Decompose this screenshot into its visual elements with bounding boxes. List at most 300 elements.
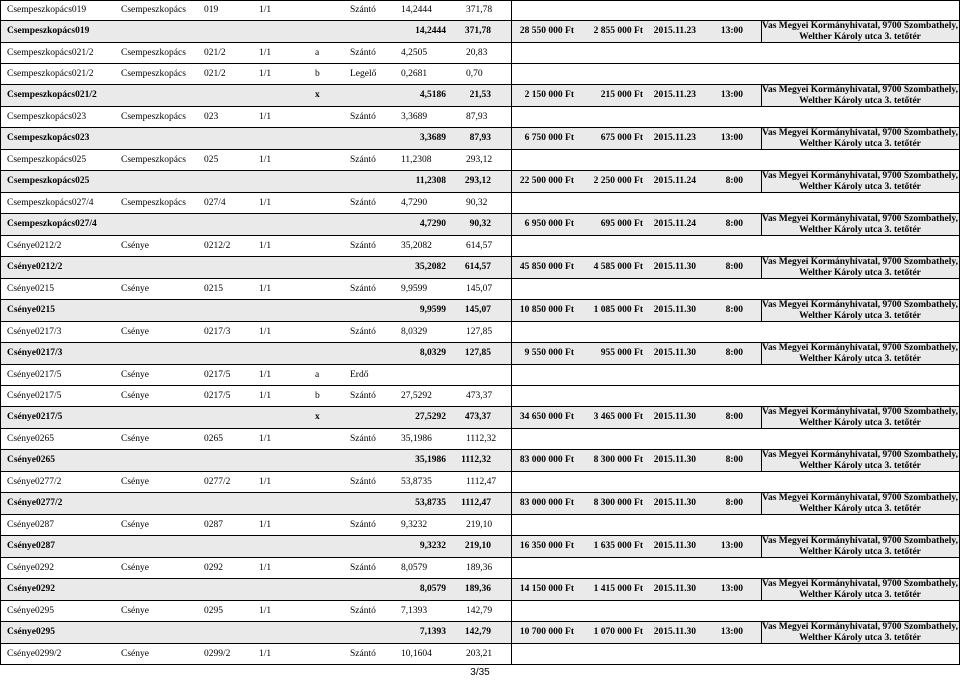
cell-area: 7,1393 xyxy=(419,627,446,638)
cell-lot-number: 021/2 xyxy=(204,47,226,58)
cell-deposit: 8 300 000 Ft xyxy=(593,498,643,509)
cell-land-use: Erdő xyxy=(350,369,369,380)
cell-parcel-id: Csénye0265 xyxy=(7,455,56,466)
cell-area: 53,8735 xyxy=(415,498,446,509)
cell-lot-number: 025 xyxy=(204,154,219,165)
cell-starting-price: 9 550 000 Ft xyxy=(524,348,574,359)
cell-auction-date: 2015.11.30 xyxy=(653,584,696,595)
page-number: 3/35 xyxy=(470,667,490,678)
cell-settlement: Csénye xyxy=(121,369,149,380)
parcel-row xyxy=(0,558,960,579)
column-divider xyxy=(511,107,512,127)
auction-venue xyxy=(761,300,959,321)
cell-auction-time: 8:00 xyxy=(725,219,743,230)
cell-parcel-id: Csénye0295 xyxy=(7,627,56,638)
cell-gold-crown: 189,36 xyxy=(466,562,493,573)
parcel-row xyxy=(0,472,960,493)
cell-starting-price: 34 650 000 Ft xyxy=(519,412,574,423)
column-divider xyxy=(511,450,512,471)
cell-multi-flag xyxy=(315,493,335,514)
column-divider xyxy=(511,193,512,213)
venue-line-2: Welther Károly utca 3. tetőtér xyxy=(799,353,921,364)
summary-row xyxy=(0,171,960,193)
cell-starting-price: 10 850 000 Ft xyxy=(519,305,574,316)
cell-parcel-id: Csempeszkopács021/2 xyxy=(7,68,94,79)
cell-subdivision xyxy=(315,644,335,664)
cell-area: 7,1393 xyxy=(401,605,428,616)
cell-deposit: 1 635 000 Ft xyxy=(593,541,643,552)
cell-parcel-id: Csempeszkopács021/2 xyxy=(7,47,94,58)
cell-area: 35,1986 xyxy=(415,455,446,466)
parcel-row xyxy=(0,64,960,85)
cell-gold-crown: 1112,32 xyxy=(466,433,497,444)
cell-gold-crown: 0,70 xyxy=(466,68,483,79)
cell-area: 3,3689 xyxy=(401,111,428,122)
cell-parcel-id: Csénye0287 xyxy=(7,519,54,530)
summary-row xyxy=(0,300,960,322)
cell-gold-crown: 142,79 xyxy=(466,605,493,616)
cell-ownership-share: 1/1 xyxy=(259,154,272,165)
cell-gold-crown: 371,78 xyxy=(464,26,491,37)
cell-ownership-share: 1/1 xyxy=(259,562,272,573)
cell-parcel-id: Csénye0215 xyxy=(7,305,56,316)
cell-subdivision xyxy=(315,1,335,20)
cell-area: 9,9599 xyxy=(401,283,428,294)
cell-gold-crown: 90,32 xyxy=(466,197,488,208)
parcel-row xyxy=(0,236,960,257)
cell-gold-crown: 145,07 xyxy=(464,305,491,316)
cell-deposit: 4 585 000 Ft xyxy=(593,262,643,273)
cell-gold-crown: 1112,32 xyxy=(461,455,491,466)
cell-gold-crown: 87,93 xyxy=(469,133,491,144)
cell-area: 35,1986 xyxy=(401,433,432,444)
summary-row xyxy=(0,128,960,150)
cell-parcel-id: Csempeszkopács025 xyxy=(7,154,87,165)
cell-land-use: Szántó xyxy=(350,154,376,165)
cell-auction-date: 2015.11.30 xyxy=(653,348,696,359)
column-divider xyxy=(511,644,512,664)
cell-multi-flag xyxy=(315,343,335,364)
cell-land-use: Szántó xyxy=(350,326,376,337)
cell-gold-crown: 87,93 xyxy=(466,111,488,122)
parcel-row xyxy=(0,150,960,171)
cell-lot-number: 027/4 xyxy=(204,197,226,208)
cell-land-use: Szántó xyxy=(350,240,376,251)
cell-parcel-id: Csempeszkopács027/4 xyxy=(7,197,94,208)
column-divider xyxy=(511,622,512,643)
auction-venue xyxy=(761,128,959,149)
cell-auction-date: 2015.11.30 xyxy=(653,412,696,423)
venue-line-2: Welther Károly utca 3. tetőtér xyxy=(799,546,921,557)
summary-row xyxy=(0,85,960,107)
cell-area: 11,2308 xyxy=(401,154,432,165)
auction-venue xyxy=(761,85,959,106)
cell-ownership-share: 1/1 xyxy=(259,476,272,487)
cell-auction-time: 13:00 xyxy=(720,90,743,101)
cell-ownership-share: 1/1 xyxy=(259,605,272,616)
cell-subdivision xyxy=(315,279,335,299)
column-divider xyxy=(511,472,512,492)
cell-area: 9,9599 xyxy=(419,305,446,316)
cell-ownership-share: 1/1 xyxy=(259,519,272,530)
cell-gold-crown: 371,78 xyxy=(466,5,493,16)
cell-gold-crown: 614,57 xyxy=(466,240,493,251)
column-divider xyxy=(511,343,512,364)
cell-deposit: 955 000 Ft xyxy=(600,348,643,359)
column-divider xyxy=(511,43,512,63)
auction-venue xyxy=(761,622,959,643)
venue-line-2: Welther Károly utca 3. tetőtér xyxy=(799,95,921,106)
cell-settlement: Csempeszkopács xyxy=(121,197,186,208)
column-divider xyxy=(511,150,512,170)
summary-row xyxy=(0,622,960,644)
cell-settlement: Csénye xyxy=(121,562,149,573)
cell-parcel-id: Csénye0265 xyxy=(7,433,54,444)
cell-deposit: 675 000 Ft xyxy=(600,133,643,144)
cell-ownership-share: 1/1 xyxy=(259,68,272,79)
cell-area: 27,5292 xyxy=(415,412,446,423)
venue-line-2: Welther Károly utca 3. tetőtér xyxy=(799,138,921,149)
cell-parcel-id: Csénye0212/2 xyxy=(7,240,62,251)
cell-parcel-id: Csénye0292 xyxy=(7,584,56,595)
parcel-row xyxy=(0,107,960,128)
cell-area: 8,0329 xyxy=(401,326,428,337)
column-divider xyxy=(511,493,512,514)
cell-starting-price: 45 850 000 Ft xyxy=(519,262,574,273)
cell-deposit: 1 415 000 Ft xyxy=(593,584,643,595)
cell-auction-date: 2015.11.24 xyxy=(653,176,696,187)
venue-line-1: Vas Megyei Kormányhivatal, 9700 Szombathely, xyxy=(762,84,958,95)
cell-area: 9,3232 xyxy=(401,519,428,530)
cell-land-use: Szántó xyxy=(350,476,376,487)
cell-auction-date: 2015.11.23 xyxy=(653,26,696,37)
cell-land-use: Szántó xyxy=(350,197,376,208)
cell-land-use: Szántó xyxy=(350,519,376,530)
auction-venue xyxy=(761,536,959,557)
auction-venue xyxy=(761,257,959,278)
venue-line-1: Vas Megyei Kormányhivatal, 9700 Szombathely, xyxy=(762,449,958,460)
cell-auction-date: 2015.11.30 xyxy=(653,455,696,466)
venue-line-2: Welther Károly utca 3. tetőtér xyxy=(799,632,921,643)
cell-gold-crown: 1112,47 xyxy=(466,476,497,487)
cell-settlement: Csempeszkopács xyxy=(121,68,186,79)
cell-lot-number: 0217/3 xyxy=(204,326,231,337)
parcel-row xyxy=(0,386,960,407)
cell-ownership-share: 1/1 xyxy=(259,390,272,401)
cell-deposit: 695 000 Ft xyxy=(600,219,643,230)
cell-parcel-id: Csempeszkopács023 xyxy=(7,111,87,122)
cell-parcel-id: Csempeszkopács019 xyxy=(7,5,87,16)
cell-gold-crown xyxy=(466,365,511,385)
cell-auction-date: 2015.11.23 xyxy=(653,133,696,144)
cell-subdivision xyxy=(315,601,335,621)
cell-settlement: Csénye xyxy=(121,476,149,487)
venue-line-2: Welther Károly utca 3. tetőtér xyxy=(799,460,921,471)
cell-subdivision: a xyxy=(315,47,320,58)
auction-venue xyxy=(761,21,959,42)
venue-line-1: Vas Megyei Kormányhivatal, 9700 Szombathely, xyxy=(762,20,958,31)
cell-auction-date: 2015.11.23 xyxy=(653,90,696,101)
cell-gold-crown: 293,12 xyxy=(464,176,491,187)
cell-lot-number: 0217/5 xyxy=(204,369,231,380)
cell-ownership-share: 1/1 xyxy=(259,648,272,659)
cell-lot-number: 0295 xyxy=(204,605,223,616)
cell-deposit: 1 085 000 Ft xyxy=(593,305,643,316)
summary-row xyxy=(0,579,960,601)
column-divider xyxy=(511,407,512,428)
parcel-row xyxy=(0,644,960,665)
column-divider xyxy=(511,171,512,192)
cell-subdivision xyxy=(315,558,335,578)
cell-land-use: Szántó xyxy=(350,605,376,616)
cell-area: 11,2308 xyxy=(415,176,446,187)
cell-starting-price: 16 350 000 Ft xyxy=(519,541,574,552)
cell-parcel-id: Csénye0287 xyxy=(7,541,56,552)
parcel-row xyxy=(0,365,960,386)
column-divider xyxy=(511,128,512,149)
cell-parcel-id: Csénye0212/2 xyxy=(7,262,63,273)
cell-starting-price: 10 700 000 Ft xyxy=(519,627,574,638)
venue-line-1: Vas Megyei Kormányhivatal, 9700 Szombathely, xyxy=(762,342,958,353)
cell-starting-price: 83 000 000 Ft xyxy=(519,498,574,509)
cell-multi-flag: x xyxy=(315,90,320,101)
cell-gold-crown: 90,32 xyxy=(469,219,491,230)
cell-subdivision xyxy=(315,322,335,342)
venue-line-1: Vas Megyei Kormányhivatal, 9700 Szombathely, xyxy=(762,256,958,267)
cell-gold-crown: 21,53 xyxy=(469,90,491,101)
venue-line-1: Vas Megyei Kormányhivatal, 9700 Szombathely, xyxy=(762,492,958,503)
cell-subdivision xyxy=(315,429,335,449)
cell-subdivision xyxy=(315,150,335,170)
cell-land-use: Szántó xyxy=(350,47,376,58)
summary-row xyxy=(0,407,960,429)
column-divider xyxy=(511,257,512,278)
cell-settlement: Csénye xyxy=(121,326,149,337)
cell-lot-number: 019 xyxy=(204,5,219,16)
cell-ownership-share: 1/1 xyxy=(259,197,272,208)
cell-ownership-share: 1/1 xyxy=(259,111,272,122)
cell-lot-number: 0215 xyxy=(204,283,223,294)
cell-ownership-share: 1/1 xyxy=(259,47,272,58)
column-divider xyxy=(511,1,512,20)
cell-land-use: Szántó xyxy=(350,111,376,122)
cell-gold-crown: 1112,47 xyxy=(461,498,491,509)
venue-line-2: Welther Károly utca 3. tetőtér xyxy=(799,267,921,278)
cell-ownership-share: 1/1 xyxy=(259,369,272,380)
cell-lot-number: 0265 xyxy=(204,433,223,444)
cell-deposit: 2 855 000 Ft xyxy=(593,26,643,37)
cell-lot-number: 0277/2 xyxy=(204,476,231,487)
parcel-row xyxy=(0,43,960,64)
cell-ownership-share: 1/1 xyxy=(259,433,272,444)
cell-parcel-id: Csénye0217/5 xyxy=(7,390,62,401)
column-divider xyxy=(511,601,512,621)
cell-parcel-id: Csénye0217/5 xyxy=(7,412,63,423)
cell-area: 27,5292 xyxy=(401,390,432,401)
venue-line-2: Welther Károly utca 3. tetőtér xyxy=(799,310,921,321)
cell-multi-flag xyxy=(315,450,335,471)
cell-parcel-id: Csénye0277/2 xyxy=(7,498,63,509)
cell-multi-flag xyxy=(315,214,335,235)
cell-subdivision: a xyxy=(315,369,320,380)
parcel-row xyxy=(0,0,960,21)
cell-parcel-id: Csempeszkopács023 xyxy=(7,133,90,144)
cell-multi-flag xyxy=(315,536,335,557)
cell-subdivision xyxy=(315,515,335,535)
cell-deposit: 2 250 000 Ft xyxy=(593,176,643,187)
venue-line-2: Welther Károly utca 3. tetőtér xyxy=(799,31,921,42)
cell-settlement: Csempeszkopács xyxy=(121,5,186,16)
cell-ownership-share: 1/1 xyxy=(259,5,272,16)
cell-area: 35,2082 xyxy=(401,240,432,251)
cell-ownership-share: 1/1 xyxy=(259,240,272,251)
column-divider xyxy=(511,300,512,321)
cell-gold-crown: 473,37 xyxy=(466,390,493,401)
cell-parcel-id: Csempeszkopács019 xyxy=(7,26,90,37)
cell-auction-date: 2015.11.30 xyxy=(653,498,696,509)
cell-auction-time: 13:00 xyxy=(720,26,743,37)
cell-multi-flag xyxy=(315,171,335,192)
cell-deposit: 1 070 000 Ft xyxy=(593,627,643,638)
cell-auction-time: 13:00 xyxy=(720,541,743,552)
column-divider xyxy=(511,214,512,235)
cell-auction-date: 2015.11.30 xyxy=(653,305,696,316)
cell-land-use: Szántó xyxy=(350,433,376,444)
cell-auction-time: 8:00 xyxy=(725,412,743,423)
column-divider xyxy=(511,579,512,600)
cell-settlement: Csénye xyxy=(121,648,149,659)
cell-subdivision: b xyxy=(315,390,320,401)
cell-ownership-share: 1/1 xyxy=(259,326,272,337)
cell-gold-crown: 145,07 xyxy=(466,283,493,294)
cell-settlement: Csénye xyxy=(121,283,149,294)
cell-gold-crown: 189,36 xyxy=(464,584,491,595)
cell-land-use: Szántó xyxy=(350,648,376,659)
cell-settlement: Csénye xyxy=(121,519,149,530)
cell-starting-price: 14 150 000 Ft xyxy=(519,584,574,595)
auction-venue xyxy=(761,579,959,600)
venue-line-2: Welther Károly utca 3. tetőtér xyxy=(799,503,921,514)
cell-multi-flag xyxy=(315,300,335,321)
venue-line-1: Vas Megyei Kormányhivatal, 9700 Szombathely, xyxy=(762,127,958,138)
auction-venue xyxy=(761,450,959,471)
cell-ownership-share: 1/1 xyxy=(259,283,272,294)
cell-settlement: Csénye xyxy=(121,240,149,251)
cell-subdivision: b xyxy=(315,68,320,79)
cell-parcel-id: Csénye0217/3 xyxy=(7,348,63,359)
cell-auction-date: 2015.11.24 xyxy=(653,219,696,230)
venue-line-2: Welther Károly utca 3. tetőtér xyxy=(799,589,921,600)
cell-settlement: Csempeszkopács xyxy=(121,154,186,165)
cell-auction-time: 8:00 xyxy=(725,348,743,359)
cell-lot-number: 0299/2 xyxy=(204,648,231,659)
cell-area: 35,2082 xyxy=(415,262,446,273)
auction-venue xyxy=(761,493,959,514)
summary-row xyxy=(0,343,960,365)
parcel-row xyxy=(0,193,960,214)
cell-area: 14,2444 xyxy=(415,26,446,37)
cell-starting-price: 2 150 000 Ft xyxy=(524,90,574,101)
cell-area: 9,3232 xyxy=(419,541,446,552)
venue-line-1: Vas Megyei Kormányhivatal, 9700 Szombathely, xyxy=(762,578,958,589)
cell-parcel-id: Csénye0299/2 xyxy=(7,648,62,659)
venue-line-1: Vas Megyei Kormányhivatal, 9700 Szombathely, xyxy=(762,213,958,224)
cell-settlement: Csénye xyxy=(121,605,149,616)
venue-line-2: Welther Károly utca 3. tetőtér xyxy=(799,224,921,235)
venue-line-1: Vas Megyei Kormányhivatal, 9700 Szombathely, xyxy=(762,406,958,417)
cell-multi-flag xyxy=(315,128,335,149)
cell-gold-crown: 142,79 xyxy=(464,627,491,638)
cell-auction-time: 8:00 xyxy=(725,176,743,187)
cell-auction-time: 8:00 xyxy=(725,498,743,509)
cell-settlement: Csénye xyxy=(121,433,149,444)
parcel-row xyxy=(0,279,960,300)
cell-multi-flag xyxy=(315,622,335,643)
cell-gold-crown: 20,83 xyxy=(466,47,488,58)
cell-area: 4,5186 xyxy=(419,90,446,101)
cell-lot-number: 0217/5 xyxy=(204,390,231,401)
summary-row xyxy=(0,450,960,472)
column-divider xyxy=(511,536,512,557)
column-divider xyxy=(511,429,512,449)
cell-settlement: Csénye xyxy=(121,390,149,401)
cell-land-use: Szántó xyxy=(350,283,376,294)
cell-area xyxy=(401,365,456,385)
cell-area: 53,8735 xyxy=(401,476,432,487)
cell-gold-crown: 127,85 xyxy=(464,348,491,359)
cell-land-use: Legelő xyxy=(350,68,377,79)
cell-auction-time: 8:00 xyxy=(725,305,743,316)
cell-area: 4,7290 xyxy=(419,219,446,230)
column-divider xyxy=(511,365,512,385)
cell-subdivision xyxy=(315,472,335,492)
cell-starting-price: 22 500 000 Ft xyxy=(519,176,574,187)
cell-auction-date: 2015.11.30 xyxy=(653,262,696,273)
cell-auction-time: 8:00 xyxy=(725,455,743,466)
cell-gold-crown: 219,10 xyxy=(464,541,491,552)
cell-auction-time: 13:00 xyxy=(720,584,743,595)
cell-settlement: Csempeszkopács xyxy=(121,111,186,122)
cell-multi-flag: x xyxy=(315,412,320,423)
venue-line-1: Vas Megyei Kormányhivatal, 9700 Szombathely, xyxy=(762,535,958,546)
column-divider xyxy=(511,558,512,578)
cell-land-use: Szántó xyxy=(350,562,376,573)
column-divider xyxy=(511,279,512,299)
venue-line-1: Vas Megyei Kormányhivatal, 9700 Szombathely, xyxy=(762,299,958,310)
summary-row xyxy=(0,257,960,279)
cell-area: 4,7290 xyxy=(401,197,428,208)
cell-parcel-id: Csénye0277/2 xyxy=(7,476,62,487)
parcel-row xyxy=(0,601,960,622)
cell-lot-number: 0287 xyxy=(204,519,223,530)
venue-line-2: Welther Károly utca 3. tetőtér xyxy=(799,417,921,428)
cell-auction-time: 8:00 xyxy=(725,262,743,273)
cell-area: 0,2681 xyxy=(401,68,428,79)
cell-parcel-id: Csénye0215 xyxy=(7,283,54,294)
cell-gold-crown: 614,57 xyxy=(464,262,491,273)
cell-auction-date: 2015.11.30 xyxy=(653,627,696,638)
cell-area: 4,2505 xyxy=(401,47,428,58)
cell-lot-number: 021/2 xyxy=(204,68,226,79)
column-divider xyxy=(511,386,512,406)
cell-multi-flag xyxy=(315,257,335,278)
cell-area: 8,0329 xyxy=(419,348,446,359)
cell-parcel-id: Csénye0217/3 xyxy=(7,326,62,337)
cell-auction-date: 2015.11.30 xyxy=(653,541,696,552)
cell-land-use: Szántó xyxy=(350,390,376,401)
column-divider xyxy=(511,64,512,84)
cell-parcel-id: Csempeszkopács027/4 xyxy=(7,219,97,230)
